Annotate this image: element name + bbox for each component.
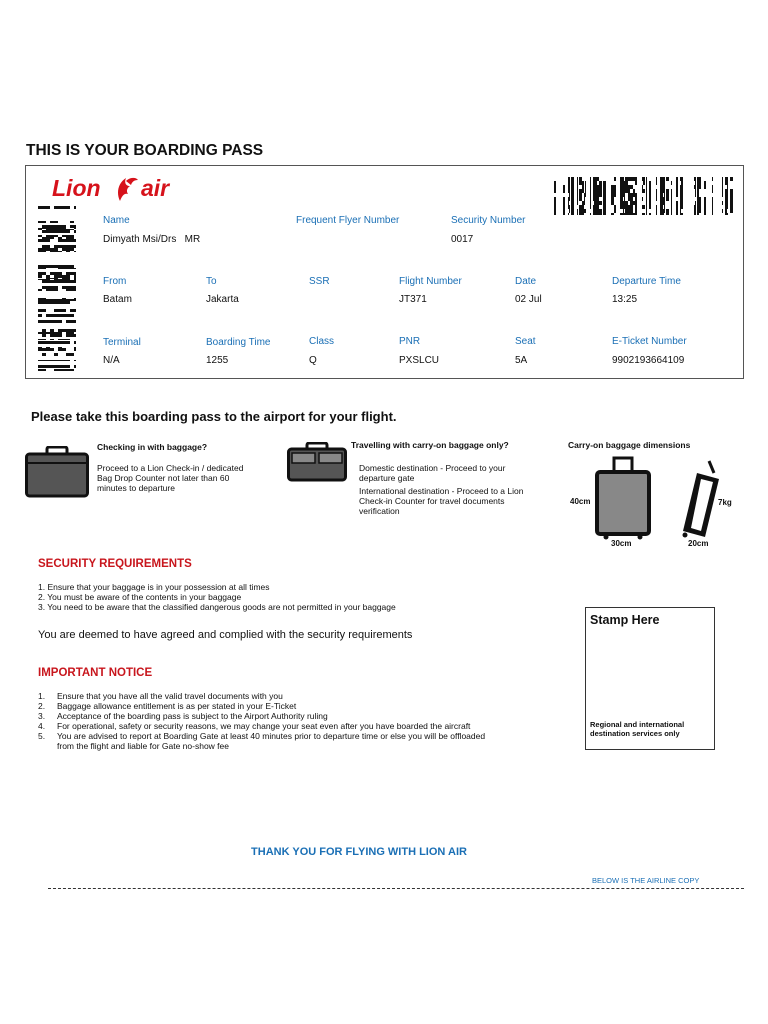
flight-number-label: Flight Number bbox=[399, 276, 462, 287]
to-label: To bbox=[206, 276, 217, 287]
security-list bbox=[38, 582, 396, 612]
barcode-top-icon bbox=[554, 177, 734, 215]
seat-label: Seat bbox=[515, 336, 536, 347]
name-value: Dimyath Msi/Drs MR bbox=[103, 234, 201, 245]
checkin-text: Proceed to a Lion Check-in / dedicated Bag Drop Counter not later than 60 minutes to departure bbox=[97, 463, 244, 493]
page-title: THIS IS YOUR BOARDING PASS bbox=[26, 142, 264, 159]
name-label: Name bbox=[103, 215, 130, 226]
list-item: 5. You are advised to report at Boarding Gate at least 40 minutes prior to departure time or else you will be offloaded bbox=[38, 731, 486, 741]
pnr-value: PXSLCU bbox=[399, 355, 440, 366]
frequent-flyer-label: Frequent Flyer Number bbox=[296, 215, 400, 226]
trolley-side-icon bbox=[679, 459, 723, 539]
dim-width: 30cm bbox=[611, 539, 632, 548]
pnr-label: PNR bbox=[399, 336, 421, 347]
notice-heading: IMPORTANT NOTICE bbox=[38, 667, 153, 679]
eticket-value: 9902193664109 bbox=[612, 355, 685, 366]
carry-text-domestic: Domestic destination - Proceed to your departure gate bbox=[359, 463, 506, 483]
list-item: 3. You need to be aware that the classified dangerous goods are not permitted in your baggage bbox=[38, 602, 396, 612]
svg-text:Lion: Lion bbox=[52, 175, 101, 201]
thank-you-text: THANK YOU FOR FLYING WITH LION AIR bbox=[251, 846, 467, 858]
trolley-front-icon bbox=[594, 456, 654, 540]
date-value: 02 Jul bbox=[515, 294, 542, 305]
flight-number-value: JT371 bbox=[399, 294, 427, 305]
date-label: Date bbox=[515, 276, 537, 287]
departure-time-label: Departure Time bbox=[612, 276, 681, 287]
list-item: 3. Acceptance of the boarding pass is subject to the Airport Authority ruling bbox=[38, 711, 328, 721]
checkin-title: Checking in with baggage? bbox=[97, 442, 208, 452]
departure-time-value: 13:25 bbox=[612, 294, 638, 305]
to-value: Jakarta bbox=[206, 294, 239, 305]
security-number-value: 0017 bbox=[451, 234, 474, 245]
barcode-left-icon bbox=[38, 206, 76, 372]
list-item: 4. For operational, safety or security reasons, we may change your seat even after you have boarded the aircraft bbox=[38, 721, 471, 731]
checked-suitcase-icon bbox=[25, 446, 89, 498]
from-label: From bbox=[103, 276, 127, 287]
security-heading: SECURITY REQUIREMENTS bbox=[38, 558, 192, 570]
instruction-text: Please take this boarding pass to the airport for your flight. bbox=[31, 409, 397, 424]
from-value: Batam bbox=[103, 294, 132, 305]
dimensions-title: Carry-on baggage dimensions bbox=[568, 440, 691, 450]
terminal-label: Terminal bbox=[103, 337, 141, 348]
list-item: 1. Ensure that you have all the valid travel documents with you bbox=[38, 691, 283, 701]
list-item-continuation: from the flight and liable for Gate no-show fee bbox=[57, 741, 229, 751]
dim-depth: 20cm bbox=[688, 539, 709, 548]
lion-air-logo-icon bbox=[52, 171, 202, 205]
list-item: 2. Baggage allowance entitlement is as per stated in your E-Ticket bbox=[38, 701, 297, 711]
airline-copy-text: BELOW IS THE AIRLINE COPY bbox=[592, 876, 700, 885]
notice-list bbox=[38, 691, 485, 751]
carry-on-bag-icon bbox=[287, 442, 347, 482]
list-item: 1. Ensure that your baggage is in your possession at all times bbox=[38, 582, 270, 592]
lion-air-logo bbox=[52, 171, 202, 205]
list-item: 2. You must be aware of the contents in your baggage bbox=[38, 592, 242, 602]
carry-title: Travelling with carry-on baggage only? bbox=[351, 440, 509, 450]
dim-weight: 7kg bbox=[718, 498, 732, 507]
terminal-value: N/A bbox=[103, 355, 120, 366]
svg-text:air: air bbox=[141, 175, 170, 201]
deemed-text: You are deemed to have agreed and complied with the security requirements bbox=[38, 629, 413, 641]
stamp-title: Stamp Here bbox=[590, 613, 660, 627]
carry-text-international: International destination - Proceed to a Lion Check-in Counter for travel documents verification bbox=[359, 486, 524, 516]
eticket-label: E-Ticket Number bbox=[612, 336, 687, 347]
boarding-time-value: 1255 bbox=[206, 355, 229, 366]
tear-line-divider bbox=[48, 888, 744, 889]
ssr-label: SSR bbox=[309, 276, 330, 287]
dim-height: 40cm bbox=[570, 497, 591, 506]
security-number-label: Security Number bbox=[451, 215, 526, 226]
boarding-time-label: Boarding Time bbox=[206, 337, 271, 348]
class-label: Class bbox=[309, 336, 335, 347]
class-value: Q bbox=[309, 355, 317, 366]
seat-value: 5A bbox=[515, 355, 528, 366]
stamp-note: Regional and international destination services only bbox=[590, 720, 685, 738]
